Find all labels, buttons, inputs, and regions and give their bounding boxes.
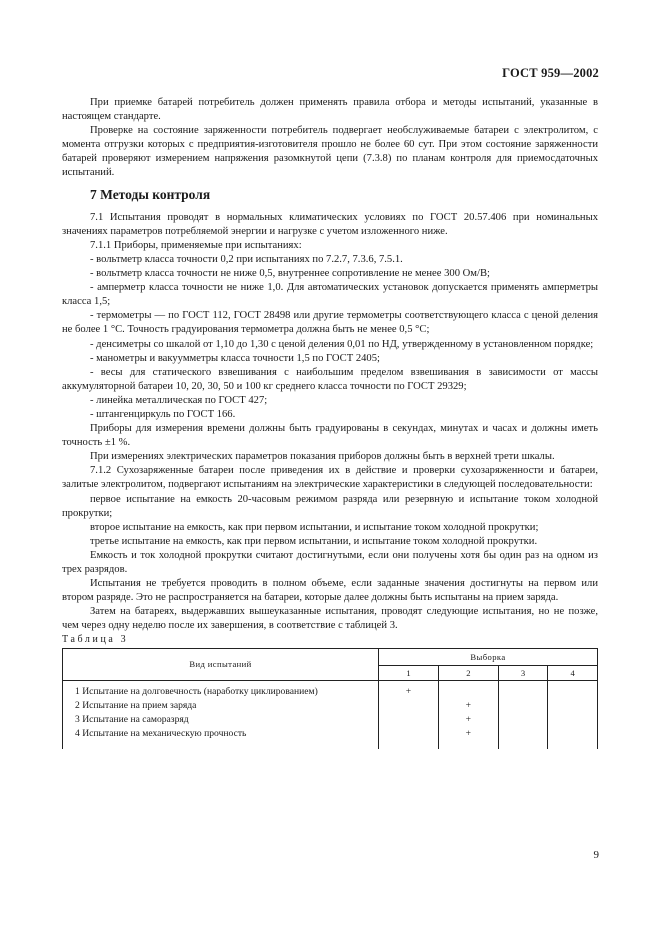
selection-mark [548,680,598,699]
intro-paragraph: При приемке батарей потребитель должен применять правила отбора и методы испытаний, указанные в настоящем стандарте. [62,97,598,123]
selection-mark [498,727,547,749]
table-row [63,680,598,699]
list-item: - весы для статического взвешивания с наибольшим пределом взвешивания в зависимости от массы аккумуляторной батареи 10, 20, 30, 50 и 100 кг среднего класса точности по ГОСТ 29329; [62,366,598,392]
paragraph: Приборы для измерения времени должны быть градуированы в секундах, минутах и часах и должны иметь точность ±1 %. [62,423,598,449]
selection-mark [548,727,598,749]
page-number: 9 [593,849,599,861]
selection-number: 3 [498,665,547,680]
selection-mark: + [438,699,498,713]
list-item: - вольтметр класса точности не ниже 0,5, внутреннее сопротивление не менее 300 Ом/В; [90,268,490,280]
selection-mark [379,713,439,727]
test-name: 1 Испытание на долговечность (наработку циклированием) [63,680,379,699]
selection-mark [379,727,439,749]
test-table [62,648,598,749]
intro-paragraph: Проверке на состояние заряженности потребитель подвергает необслуживаемые батареи с электролитом, с момента отгрузки которых с предприятия-изготовителя прошло не более 60 сут. При этом состояние заряженности батарей проверяют измерением напряжения разомкнутой цепи (7.3.8) по планам контроля для приемосдаточных испытаний. [62,125,598,179]
test-name: 4 Испытание на механическую прочность [63,727,379,749]
table-row [63,699,598,713]
selection-mark [498,699,547,713]
list-item: - штангенциркуль по ГОСТ 166. [90,408,236,420]
list-item: - линейка металлическая по ГОСТ 427; [90,394,268,406]
paragraph: 7.1.1 Приборы, применяемые при испытаниях: [90,239,302,251]
paragraph: Затем на батареях, выдержавших вышеуказанные испытания, проводят следующие испытания, но не позже, чем через одну неделю после их завершения, в соответствие с таблицей 3. [62,606,598,632]
paragraph: 7.1.2 Сухозаряженные батареи после приведения их в действие и проверки сухозаряженности и батареи, залитые электролитом, подвергают испытаниям на электрические характеристики в следующей последовательности: [62,465,598,491]
document-body [62,96,598,749]
paragraph: третье испытание на емкость, как при первом испытании, и испытание током холодной прокрутки. [90,535,538,547]
selection-mark [438,680,498,699]
selection-mark [548,699,598,713]
test-name: 2 Испытание на прием заряда [63,699,379,713]
section-title: 7 Методы контроля [90,186,211,202]
selection-mark [498,680,547,699]
standard-code-header: ГОСТ 959—2002 [502,66,599,80]
paragraph: 7.1 Испытания проводят в нормальных климатических условиях по ГОСТ 20.57.406 при номинальных значениях параметров потребляемой энергии и нагрузке с учетом изложенного ниже. [62,211,598,237]
list-item: - денсиметры со шкалой от 1,10 до 1,30 с ценой деления 0,01 по НД, утвержденному в установленном порядке; [90,338,594,350]
paragraph: Испытания не требуется проводить в полном объеме, если заданные значения достигнуты на первом или втором разряде. Это не распространяется на батареи, которые далее должны быть испытаны на прием заряда. [62,578,598,604]
selection-number: 4 [548,665,598,680]
paragraph: первое испытание на емкость 20-часовым режимом разряда или резервную и испытание током холодной прокрутки; [62,493,598,519]
column-header-kind: Вид испытаний [63,648,379,680]
test-name: 3 Испытание на саморазряд [63,713,379,727]
column-header-selection: Выборка [379,648,598,665]
list-item: - термометры — по ГОСТ 112, ГОСТ 28498 или другие термометры соответствующего класса с ценой деления не более 1 °С. Точность градуирования термометра должна быть не менее 0,5 °С; [62,310,598,336]
selection-mark: + [438,727,498,749]
list-item: - амперметр класса точности не ниже 1,0. Для автоматических установок допускается применять амперметры класса 1,5; [62,282,598,308]
selection-mark: + [438,713,498,727]
table-row [63,713,598,727]
paragraph: второе испытание на емкость, как при первом испытании, и испытание током холодной прокрутки; [90,521,539,533]
selection-mark [379,699,439,713]
selection-mark [498,713,547,727]
selection-number: 1 [379,665,439,680]
selection-mark [548,713,598,727]
paragraph: При измерениях электрических параметров показания приборов должны быть в верхней трети шкалы. [90,451,555,463]
paragraph: Емкость и ток холодной прокрутки считают достигнутыми, если они получены хотя бы один раз на одном из трех разрядов. [62,549,598,575]
table-caption: Таблица 3 [62,634,129,646]
list-item: - манометры и вакуумметры класса точности 1,5 по ГОСТ 2405; [90,352,380,364]
table-row [63,727,598,749]
list-item: - вольтметр класса точности 0,2 при испытаниях по 7.2.7, 7.3.6, 7.5.1. [90,253,403,265]
selection-mark: + [379,680,439,699]
selection-number: 2 [438,665,498,680]
